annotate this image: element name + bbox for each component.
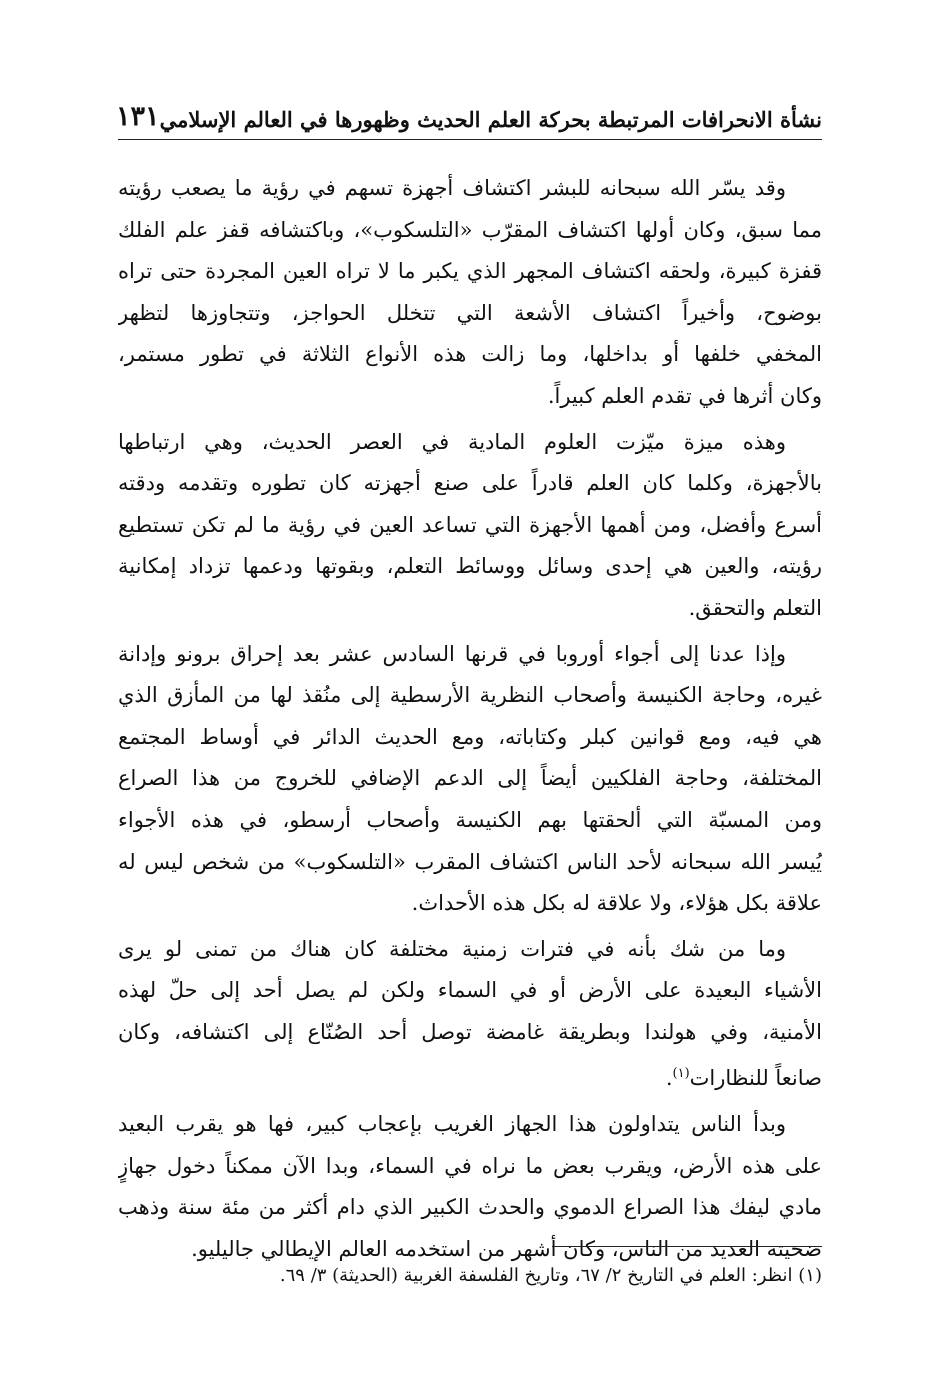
footnote-text: انظر: العلم في التاريخ ٢/ ٦٧، وتاريخ الفلسفة الغربية (الحديثة) ٣/ ٦٩. [279, 1265, 793, 1286]
text-line: وإذا عدنا إلى أجواء أوروبا في قرنها السادس عشر بعد إحراق برونو وإدانة [118, 641, 786, 666]
text-line: رؤيته، والعين هي إحدى وسائل ووسائط التعلم، وبقوتها ودعمها تزداد إمكانية [118, 554, 822, 579]
text-line: مادي ليفك هذا الصراع الدموي والحدث الكبير الذي دام أكثر من مئة سنة وذهب [118, 1195, 822, 1220]
text-fragment: . [665, 1066, 673, 1091]
header-rule [118, 139, 822, 140]
text-line: الأشياء البعيدة على الأرض أو في السماء ولكن لم يصل أحد إلى حلّ لهذه [118, 978, 822, 1003]
text-line: يُيسر الله سبحانه لأحد الناس اكتشاف المقرب «التلسكوب» من شخص ليس له [118, 849, 822, 874]
text-line: بوضوح، وأخيراً اكتشاف الأشعة التي تتخلل الحواجز، وتتجاوزها لتظهر [118, 300, 822, 325]
paragraph-4 [118, 929, 822, 1100]
text-line: مما سبق، وكان أولها اكتشاف المقرّب «التلسكوب»، وباكتشافه قفز علم الفلك [118, 217, 822, 242]
text-line: وهذه ميزة ميّزت العلوم المادية في العصر الحديث، وهي ارتباطها [118, 429, 786, 454]
paragraph-3 [118, 634, 822, 925]
text-line: المختلفة، وحاجة الفلكيين أيضاً إلى الدعم الإضافي للخروج من هذا الصراع [118, 766, 822, 791]
text-line: هي فيه، ومع قوانين كبلر وكتاباته، ومع الحديث الدائر في أوساط المجتمع [118, 724, 822, 749]
running-title: نشأة الانحرافات المرتبطة بحركة العلم الحديث وظهورها في العالم الإسلامي [159, 107, 822, 132]
text-line: الأمنية، وفي هولندا وبطريقة غامضة توصل أحد الصُنّاع إلى اكتشافه، وكان [118, 1019, 822, 1044]
body-text [118, 168, 822, 1274]
text-line: على هذه الأرض، ويقرب بعض ما نراه في السماء، وبدا الآن ممكناً دخول جهازٍ [118, 1153, 822, 1178]
page-header [118, 92, 822, 132]
footnote-number: (١) [798, 1265, 822, 1286]
footnote [118, 1262, 822, 1290]
text-line: المخفي خلفها أو بداخلها، وما زالت هذه الأنواع الثلاثة في تطور مستمر، [118, 342, 822, 367]
page-number: ١٣١ [116, 101, 160, 132]
text-line [118, 1053, 822, 1100]
text-fragment: صانعاً للنظارات [689, 1066, 822, 1091]
paragraph-2 [118, 422, 822, 630]
text-line: ومن المسبّة التي ألحقتها بهم الكنيسة وأصحاب أرسطو، في هذه الأجواء [118, 807, 822, 832]
text-line: وما من شك بأنه في فترات زمنية مختلفة كان هناك من تمنى لو يرى [118, 936, 786, 961]
footnote-reference[interactable]: (١) [672, 1066, 690, 1082]
text-line: علاقة بكل هؤلاء، ولا علاقة له بكل هذه الأحداث. [411, 891, 822, 916]
text-line: أسرع وأفضل، ومن أهمها الأجهزة التي تساعد العين في رؤية ما لم تكن تستطيع [118, 512, 822, 537]
text-line: غيره، وحاجة الكنيسة وأصحاب النظرية الأرسطية إلى منُقذ لها من المأزق الذي [118, 683, 822, 708]
text-line: ضحيته العديد من الناس، وكان أشهر من استخدمه العالم الإيطالي جاليليو. [191, 1236, 822, 1261]
text-line: قفزة كبيرة، ولحقه اكتشاف المجهر الذي يكبر ما لا تراه العين المجردة حتى تراه [118, 259, 822, 284]
text-line: بالأجهزة، وكلما كان العلم قادراً على صنع أجهزته كان تطوره وتقدمه ودقته [118, 471, 822, 496]
text-line: وكان أثرها في تقدم العلم كبيراً. [547, 383, 822, 408]
footnote-rule [552, 1246, 822, 1247]
paragraph-1 [118, 168, 822, 418]
text-line: وبدأ الناس يتداولون هذا الجهاز الغريب بإعجاب كبير، فها هو يقرب البعيد [118, 1112, 786, 1137]
text-line: التعلم والتحقق. [688, 595, 822, 620]
text-line: وقد يسّر الله سبحانه للبشر اكتشاف أجهزة تسهم في رؤية ما يصعب رؤيته [118, 176, 786, 200]
